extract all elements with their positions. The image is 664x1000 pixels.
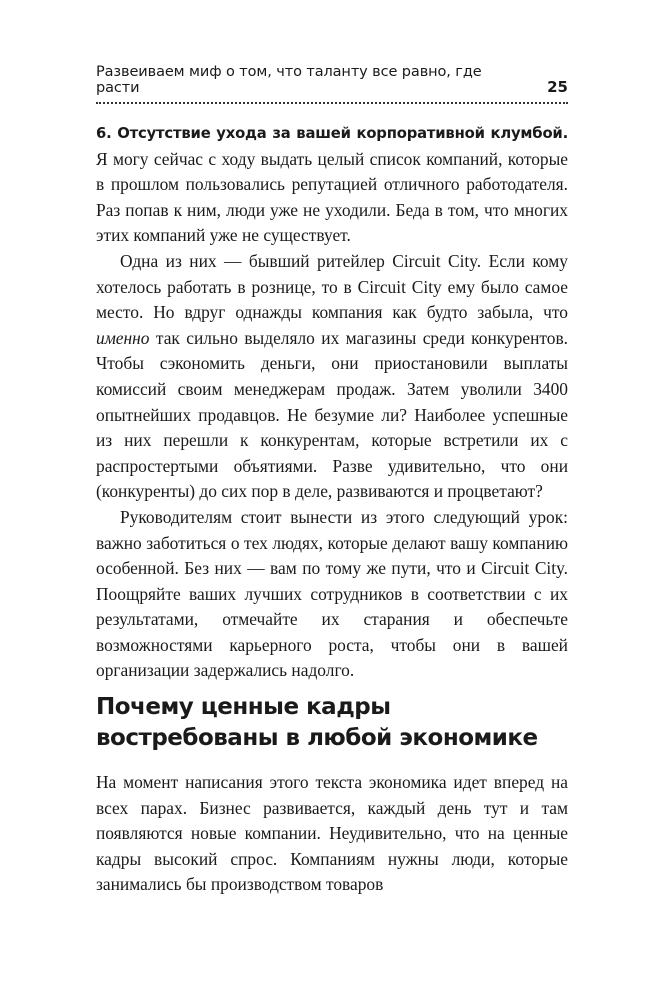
point-subheading: 6. Отсутствие ухода за вашей корпоративной клумбой. — [96, 125, 568, 142]
dotted-divider — [96, 102, 568, 104]
paragraph-3: Руководителям стоит вынести из этого следующий урок: важно заботиться о тех людях, которые делают вашу компанию особенной. Без них — вам по тому же пути, что и Circuit City. Поощряйте ваших лучших сотрудников в соответствии с их результатами, отмечайте их старания и обеспечьте возможностями карьерного роста, чтобы они в вашей организации задержались надолго. — [96, 506, 568, 681]
paragraph-1 — [96, 120, 568, 249]
paragraph-2-text-b: так сильно выделяло их магазины среди конкурентов. Чтобы сэкономить деньги, они приостановили выплаты комиссий своим менеджерам продаж. Затем уволили 3400 опытнейших продавцов. Не безумие ли? Наиболее успешные из них перешли к конкурентам, которые встретили их с распростертыми объятиями. Разве удивительно, что они (конкуренты) до сих пор в деле, развиваются и процветают? — [96, 327, 568, 502]
paragraph-2 — [96, 249, 568, 505]
paragraph-4: На момент написания этого текста экономика идет вперед на всех парах. Бизнес развивается, каждый день тут и там появляются новые компании. Неудивительно, что на ценные кадры высокий спрос. Компаниям нужны люди, которые занимались бы производством товаров — [96, 772, 568, 895]
section-heading: Почему ценные кадры востребованы в любой экономике — [96, 694, 538, 751]
emphasis-word: именно — [96, 327, 150, 348]
section-body-2 — [96, 770, 568, 898]
running-title: Развеиваем миф о том, что таланту все равно, где расти — [96, 64, 482, 96]
running-header — [96, 64, 568, 96]
paragraph-1-text: Я могу сейчас с ходу выдать целый список компаний, которые в прошлом пользовались репутацией отличного работодателя. Раз попав к ним, люди уже не уходили. Беда в том, что многих этих компаний уже не существует. — [96, 148, 568, 246]
section-body-1 — [96, 120, 568, 684]
paragraph-2-text-a: Одна из них — бывший ритейлер Circuit City. Если кому хотелось работать в рознице, то в Circuit City ему было самое место. Но вдруг однажды компания как будто забыла, что — [96, 250, 568, 323]
page-number: 25 — [547, 78, 568, 96]
